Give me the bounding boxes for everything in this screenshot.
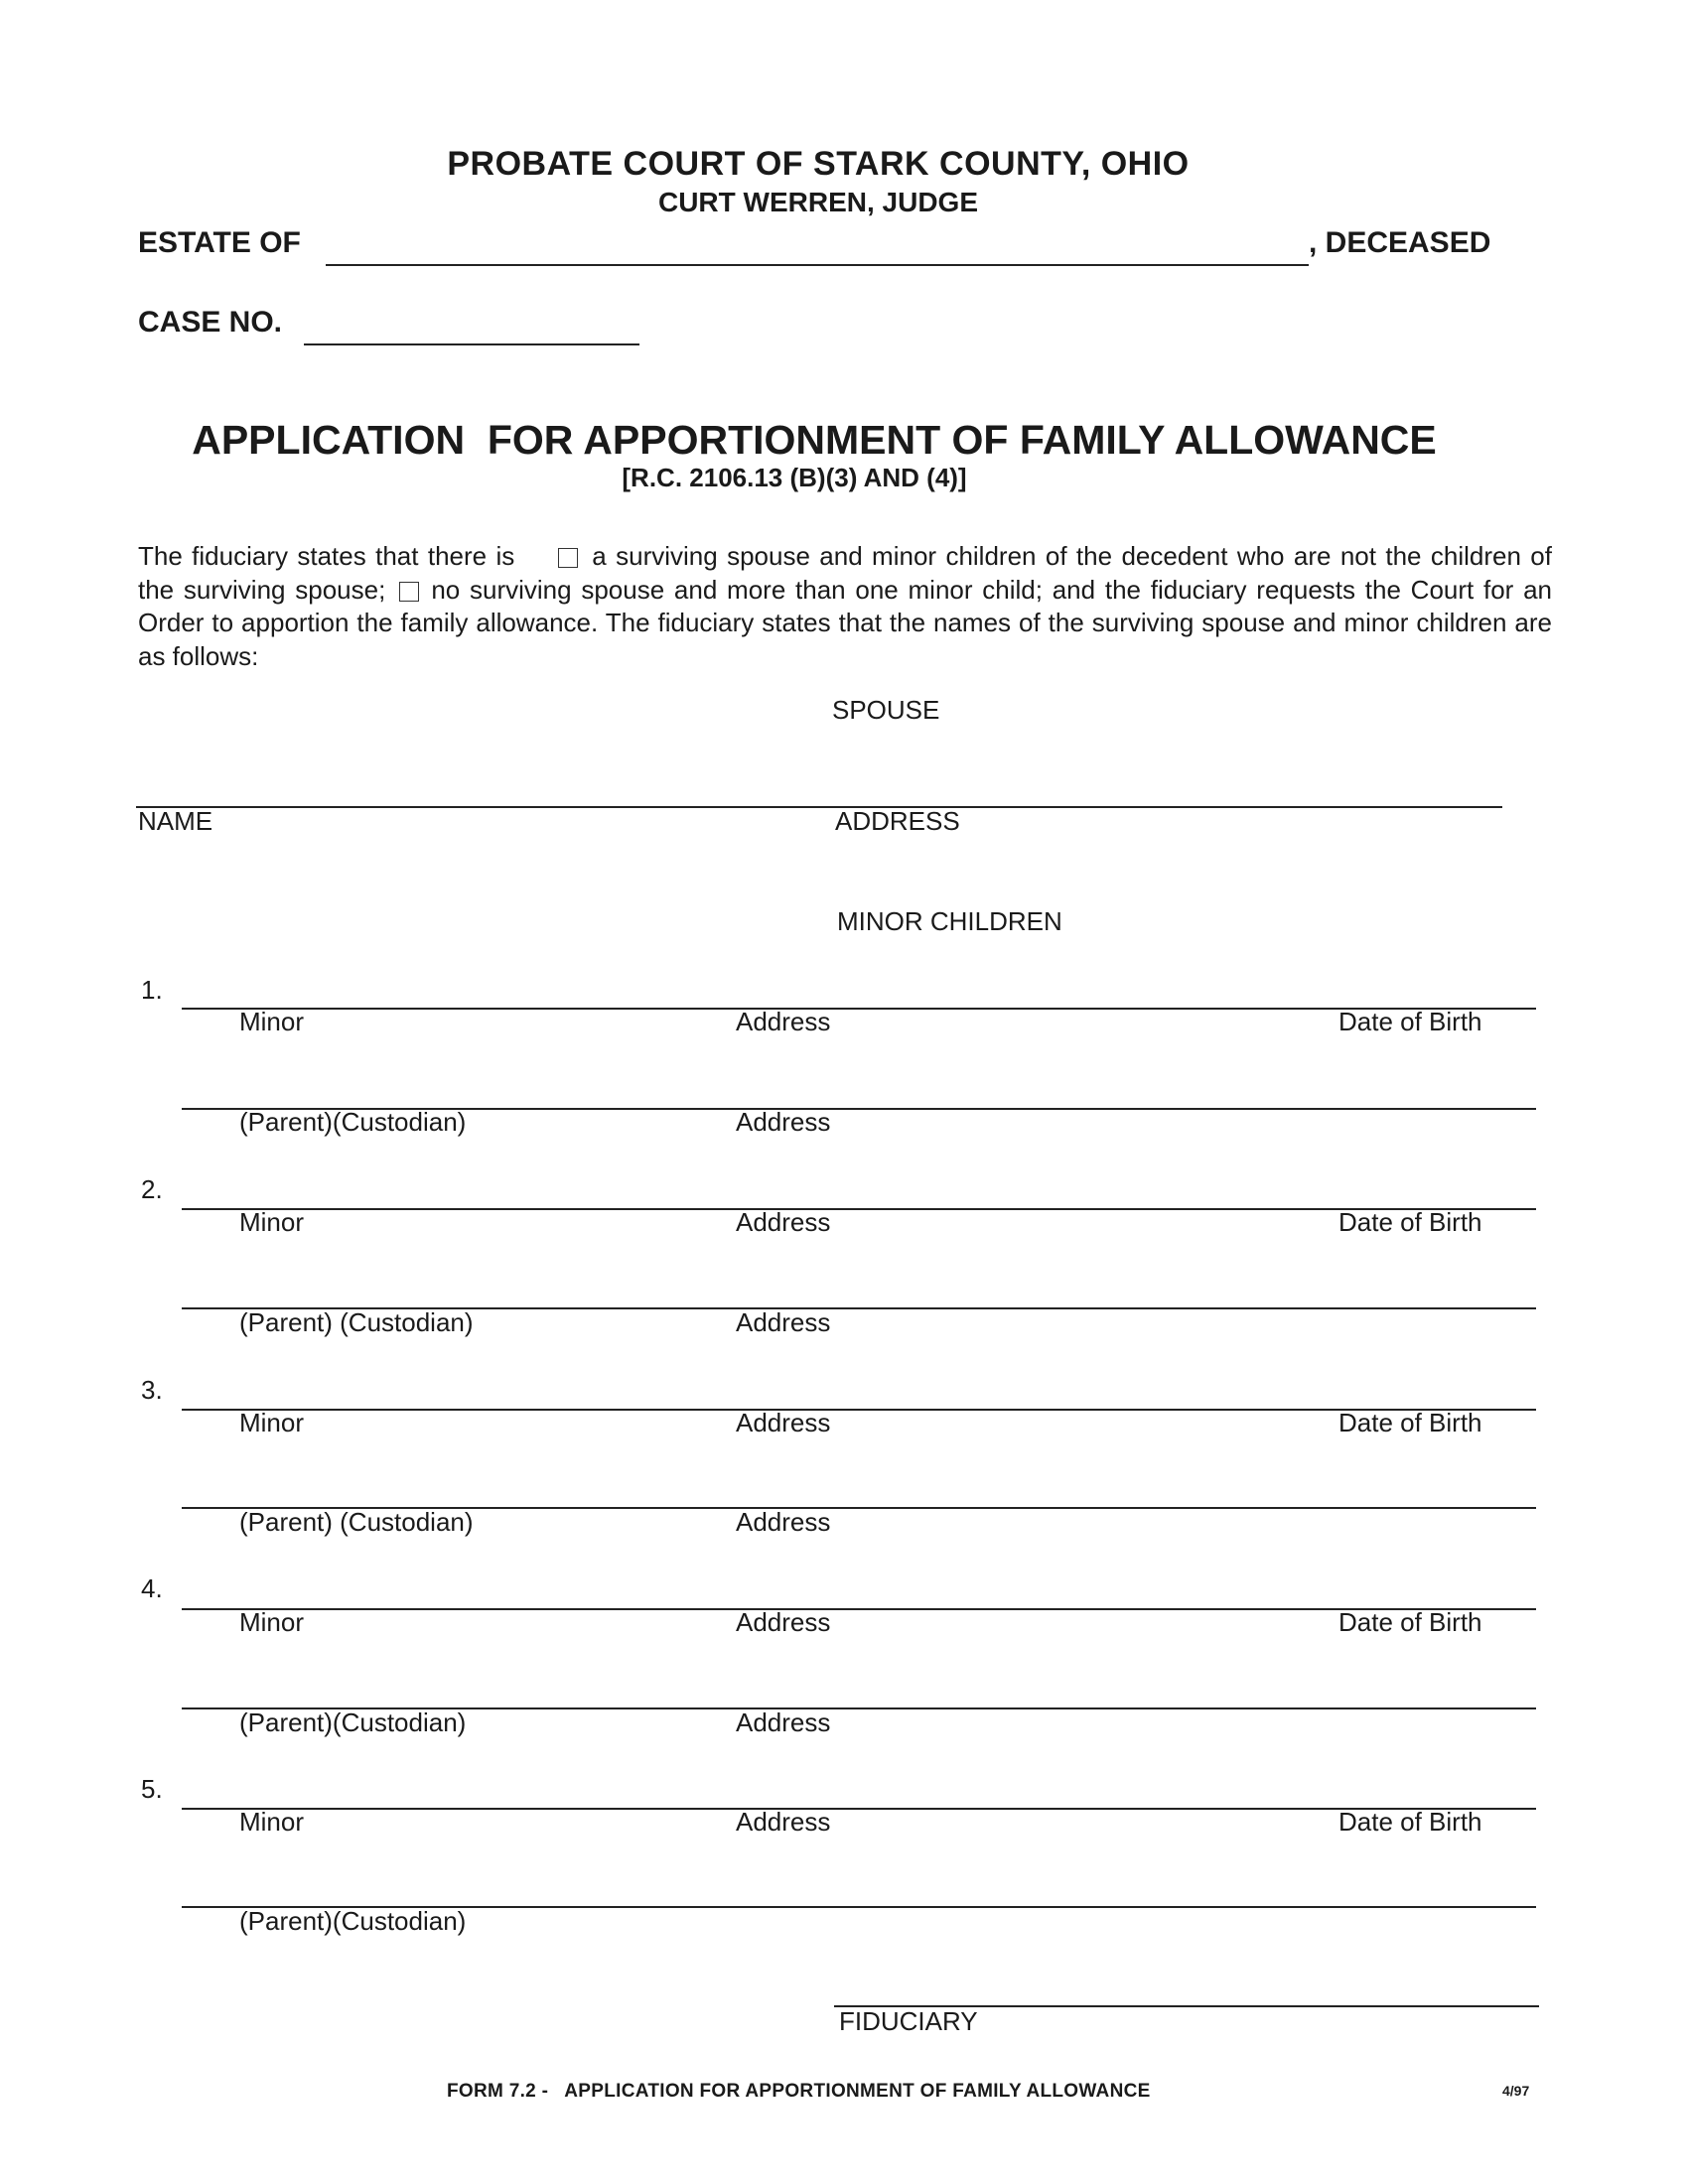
minor-label: Minor bbox=[239, 1207, 305, 1237]
date-of-birth-label: Date of Birth bbox=[1338, 1007, 1482, 1036]
child-number: 2. bbox=[141, 1174, 163, 1204]
child-number: 4. bbox=[141, 1573, 163, 1603]
spouse-address-label: ADDRESS bbox=[835, 806, 960, 836]
court-name: PROBATE COURT OF STARK COUNTY, OHIO bbox=[447, 145, 1190, 183]
date-of-birth-label: Date of Birth bbox=[1338, 1207, 1482, 1237]
parent-address-label: Address bbox=[736, 1507, 831, 1537]
deceased-label: , DECEASED bbox=[1309, 226, 1491, 259]
minor-field[interactable] bbox=[182, 1008, 1536, 1010]
parent-custodian-label: (Parent)(Custodian) bbox=[239, 1107, 467, 1137]
minor-children-heading: MINOR CHILDREN bbox=[837, 906, 1062, 936]
minor-field[interactable] bbox=[182, 1208, 1536, 1210]
child-number: 5. bbox=[141, 1774, 163, 1804]
child-number: 3. bbox=[141, 1375, 163, 1405]
judge-name: CURT WERREN, JUDGE bbox=[657, 187, 978, 217]
minor-address-label: Address bbox=[736, 1807, 831, 1837]
minor-field[interactable] bbox=[182, 1409, 1536, 1411]
minor-address-label: Address bbox=[736, 1207, 831, 1237]
form-revision: 4/97 bbox=[1502, 2083, 1530, 2099]
minor-label: Minor bbox=[239, 1408, 305, 1437]
parent-custodian-label: (Parent) (Custodian) bbox=[239, 1507, 474, 1537]
parent-custodian-label: (Parent)(Custodian) bbox=[239, 1906, 467, 1936]
fiduciary-label: FIDUCIARY bbox=[839, 2006, 978, 2036]
parent-custodian-label: (Parent)(Custodian) bbox=[239, 1707, 467, 1737]
date-of-birth-label: Date of Birth bbox=[1338, 1807, 1482, 1837]
checkbox-spouse-and-minors[interactable] bbox=[558, 548, 578, 568]
statement-part-3: no surviving spouse and more than one minor child; and the fiduciary requests the Court for an Order to apportion the family allowance. The fiduciary states that the names of the surviving spouse and minor children are as follows: bbox=[138, 574, 1553, 671]
minor-address-label: Address bbox=[736, 1607, 831, 1637]
child-number: 1. bbox=[141, 975, 163, 1005]
statement-part-1: The fiduciary states that there is bbox=[138, 541, 515, 571]
spouse-field[interactable] bbox=[136, 806, 1502, 808]
form-title: APPLICATION FOR APPORTIONMENT OF FAMILY ALLOWANCE bbox=[192, 417, 1437, 463]
case-number-label: CASE NO. bbox=[138, 306, 283, 339]
fiduciary-statement bbox=[138, 540, 1552, 673]
statement-part-2: a surviving spouse and minor children of the decedent who are not the children of the surviving spouse; bbox=[138, 541, 1552, 605]
parent-address-label: Address bbox=[736, 1307, 831, 1337]
form-footer: FORM 7.2 - APPLICATION FOR APPORTIONMENT OF FAMILY ALLOWANCE bbox=[447, 2081, 1151, 2102]
minor-label: Minor bbox=[239, 1807, 305, 1837]
parent-address-label: Address bbox=[736, 1707, 831, 1737]
case-number-field[interactable] bbox=[304, 343, 639, 345]
date-of-birth-label: Date of Birth bbox=[1338, 1607, 1482, 1637]
minor-address-label: Address bbox=[736, 1007, 831, 1036]
estate-label: ESTATE OF bbox=[138, 226, 301, 259]
checkbox-no-spouse[interactable] bbox=[399, 582, 419, 602]
minor-label: Minor bbox=[239, 1007, 305, 1036]
minor-field[interactable] bbox=[182, 1608, 1536, 1610]
spouse-heading: SPOUSE bbox=[832, 695, 940, 725]
minor-field[interactable] bbox=[182, 1808, 1536, 1810]
date-of-birth-label: Date of Birth bbox=[1338, 1408, 1482, 1437]
minor-label: Minor bbox=[239, 1607, 305, 1637]
parent-custodian-label: (Parent) (Custodian) bbox=[239, 1307, 474, 1337]
minor-address-label: Address bbox=[736, 1408, 831, 1437]
parent-address-label: Address bbox=[736, 1107, 831, 1137]
statute-citation: [R.C. 2106.13 (B)(3) AND (4)] bbox=[622, 463, 967, 492]
spouse-name-label: NAME bbox=[138, 806, 213, 836]
estate-name-field[interactable] bbox=[326, 264, 1309, 266]
